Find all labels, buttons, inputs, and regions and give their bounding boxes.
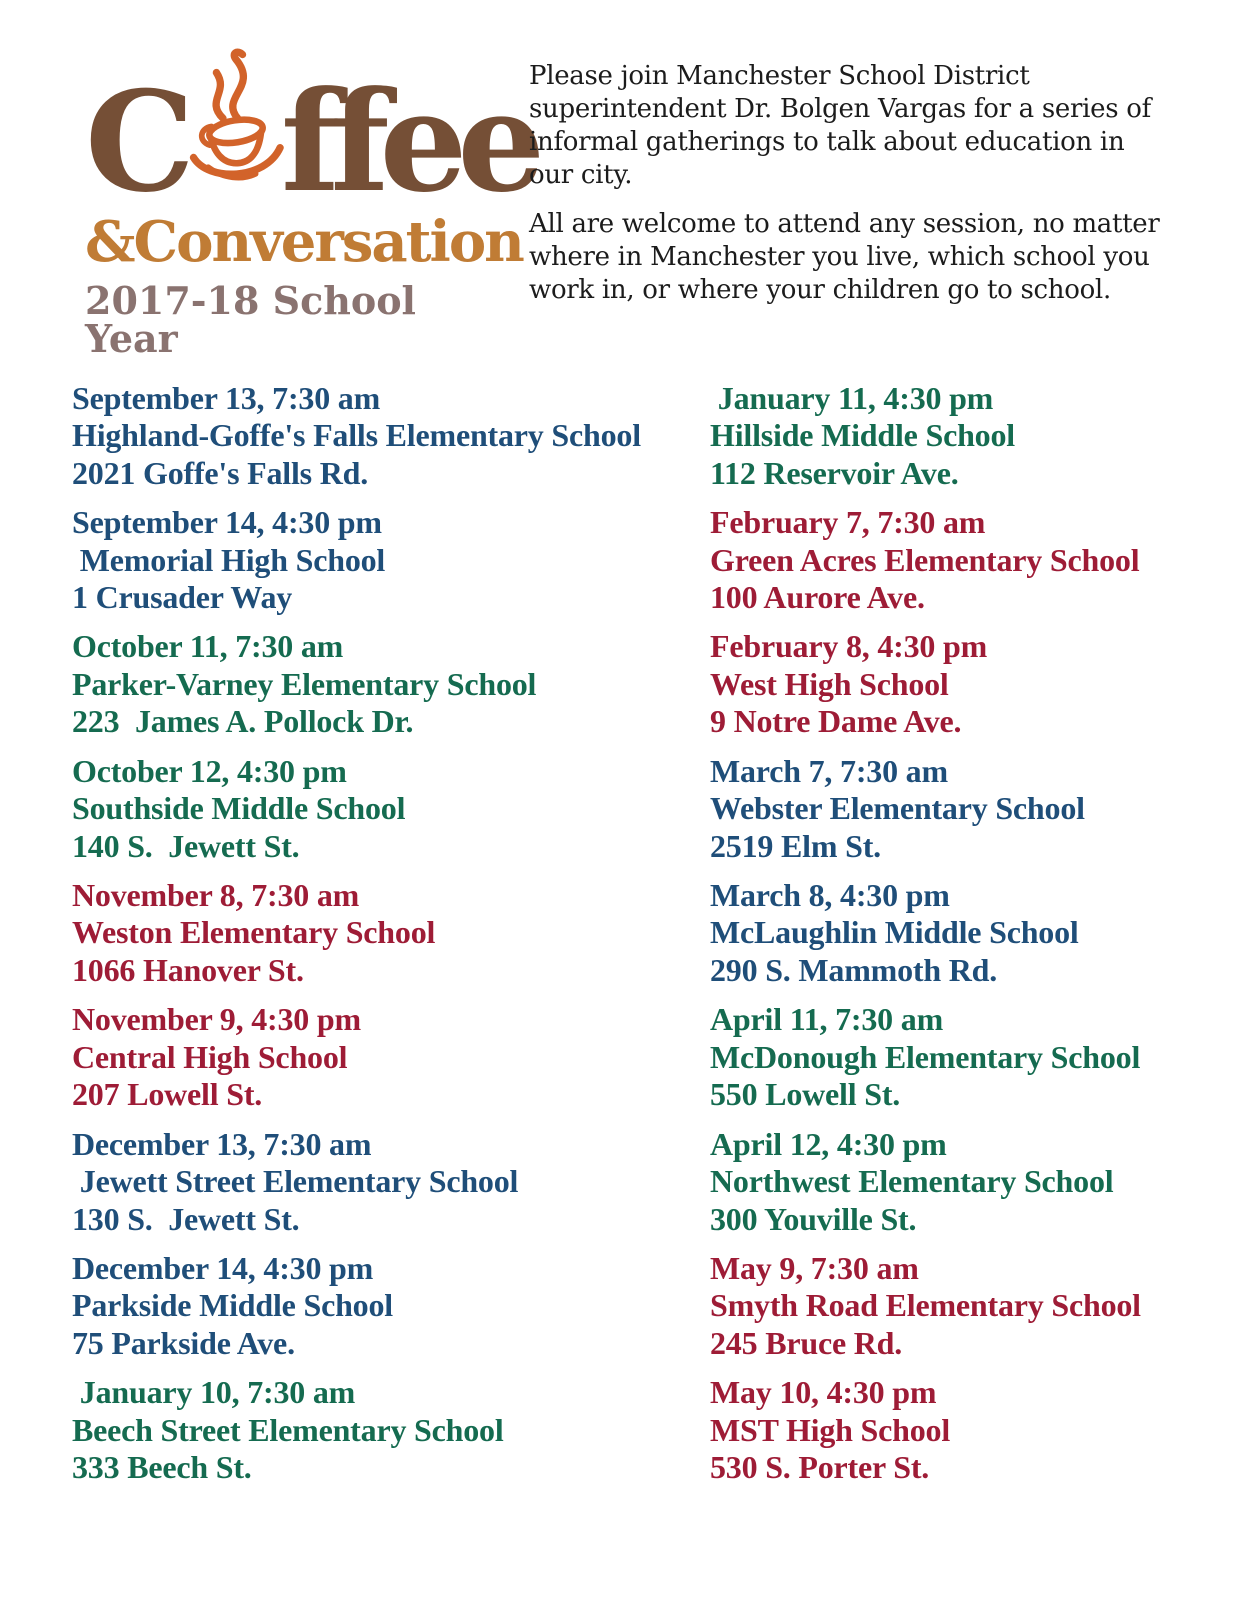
event-date: March 7, 7:30 am <box>710 752 948 789</box>
coffee-cup-steam-icon <box>187 40 285 190</box>
logo-year: 2017-18 School Year <box>85 277 416 361</box>
event-address: 75 Parkside Ave. <box>72 1324 295 1361</box>
logo <box>85 40 536 361</box>
event-date: September 14, 4:30 pm <box>72 504 382 541</box>
event-date: March 8, 4:30 pm <box>710 877 950 914</box>
event-address: 223 James A. Pollock Dr. <box>72 703 414 740</box>
event-school: Parkside Middle School <box>72 1287 393 1324</box>
event-date: December 14, 4:30 pm <box>72 1249 374 1286</box>
event-entry <box>710 1250 1230 1362</box>
event-entry <box>710 1126 1230 1238</box>
header <box>0 0 1237 361</box>
event-entry <box>710 877 1230 989</box>
event-date: April 12, 4:30 pm <box>710 1125 947 1162</box>
event-school: Hillside Middle School <box>710 417 1015 454</box>
event-address: 550 Lowell St. <box>710 1076 901 1113</box>
event-school: Highland-Goffe's Falls Elementary School <box>72 417 641 454</box>
event-entry <box>72 380 710 492</box>
event-entry <box>72 504 710 616</box>
event-address: 140 S. Jewett St. <box>72 827 300 864</box>
event-school: Smyth Road Elementary School <box>710 1287 1141 1324</box>
event-address: 100 Aurore Ave. <box>710 578 925 615</box>
event-address: 290 S. Mammoth Rd. <box>710 951 998 988</box>
schedule-column-right <box>710 380 1230 1499</box>
event-date: May 10, 4:30 pm <box>710 1374 937 1411</box>
event-entry <box>72 1250 710 1362</box>
logo-letters-ffee: ffee <box>280 60 536 223</box>
intro-paragraph-2: All are welcome to attend any session, no matter where in Manchester you live, which school you work in, or where your children go to school. <box>529 209 1160 306</box>
event-entry <box>72 1374 710 1486</box>
event-entry <box>710 628 1230 740</box>
event-address: 2021 Goffe's Falls Rd. <box>72 454 369 491</box>
intro <box>529 40 1174 358</box>
event-school: McDonough Elementary School <box>710 1038 1141 1075</box>
event-school: Jewett Street Elementary School <box>72 1163 519 1200</box>
event-date: September 13, 7:30 am <box>72 379 381 416</box>
event-date: December 13, 7:30 am <box>72 1125 372 1162</box>
event-address: 530 S. Porter St. <box>710 1449 930 1486</box>
event-address: 245 Bruce Rd. <box>710 1324 903 1361</box>
event-entry <box>72 628 710 740</box>
event-entry <box>710 380 1230 492</box>
event-date: November 8, 7:30 am <box>72 877 360 914</box>
event-date: February 8, 4:30 pm <box>710 628 988 665</box>
event-address: 1 Crusader Way <box>72 578 293 615</box>
event-address: 112 Reservoir Ave. <box>710 454 959 491</box>
event-address: 207 Lowell St. <box>72 1076 263 1113</box>
event-entry <box>710 1374 1230 1486</box>
event-date: November 9, 4:30 pm <box>72 1001 361 1038</box>
logo-letter-c: C <box>85 60 189 223</box>
event-entry <box>710 1001 1230 1113</box>
event-school: Southside Middle School <box>72 790 406 827</box>
event-entry <box>72 753 710 865</box>
event-date: January 11, 4:30 pm <box>710 379 994 416</box>
event-address: 333 Beech St. <box>72 1449 252 1486</box>
event-school: Central High School <box>72 1038 348 1075</box>
event-address: 300 Youville St. <box>710 1200 917 1237</box>
event-school: Weston Elementary School <box>72 914 436 951</box>
event-date: January 10, 7:30 am <box>72 1374 356 1411</box>
event-entry <box>72 1126 710 1238</box>
event-school: West High School <box>710 665 949 702</box>
event-school: McLaughlin Middle School <box>710 914 1079 951</box>
event-address: 130 S. Jewett St. <box>72 1200 300 1237</box>
event-date: October 12, 4:30 pm <box>72 752 347 789</box>
event-entry <box>72 877 710 989</box>
schedule-column-left <box>72 380 710 1499</box>
event-date: April 11, 7:30 am <box>710 1001 944 1038</box>
event-school: Northwest Elementary School <box>710 1163 1114 1200</box>
event-school: Memorial High School <box>72 541 386 578</box>
logo-wordmark <box>85 40 536 223</box>
event-address: 2519 Elm St. <box>710 827 881 864</box>
schedule <box>0 380 1237 1499</box>
event-date: May 9, 7:30 am <box>710 1249 919 1286</box>
event-school: Green Acres Elementary School <box>710 541 1140 578</box>
event-school: Webster Elementary School <box>710 790 1085 827</box>
event-school: Beech Street Elementary School <box>72 1411 504 1448</box>
intro-paragraph-1: Please join Manchester School District superintendent Dr. Bolgen Vargas for a series of informal gatherings to talk about education in our city. <box>529 61 1151 191</box>
event-address: 9 Notre Dame Ave. <box>710 703 962 740</box>
event-address: 1066 Hanover St. <box>72 951 304 988</box>
event-date: February 7, 7:30 am <box>710 504 986 541</box>
event-entry <box>710 504 1230 616</box>
event-school: Parker-Varney Elementary School <box>72 665 537 702</box>
event-entry <box>72 1001 710 1113</box>
event-entry <box>710 753 1230 865</box>
logo-subtitle: &Conversation <box>85 209 523 275</box>
event-date: October 11, 7:30 am <box>72 628 344 665</box>
event-school: MST High School <box>710 1411 951 1448</box>
